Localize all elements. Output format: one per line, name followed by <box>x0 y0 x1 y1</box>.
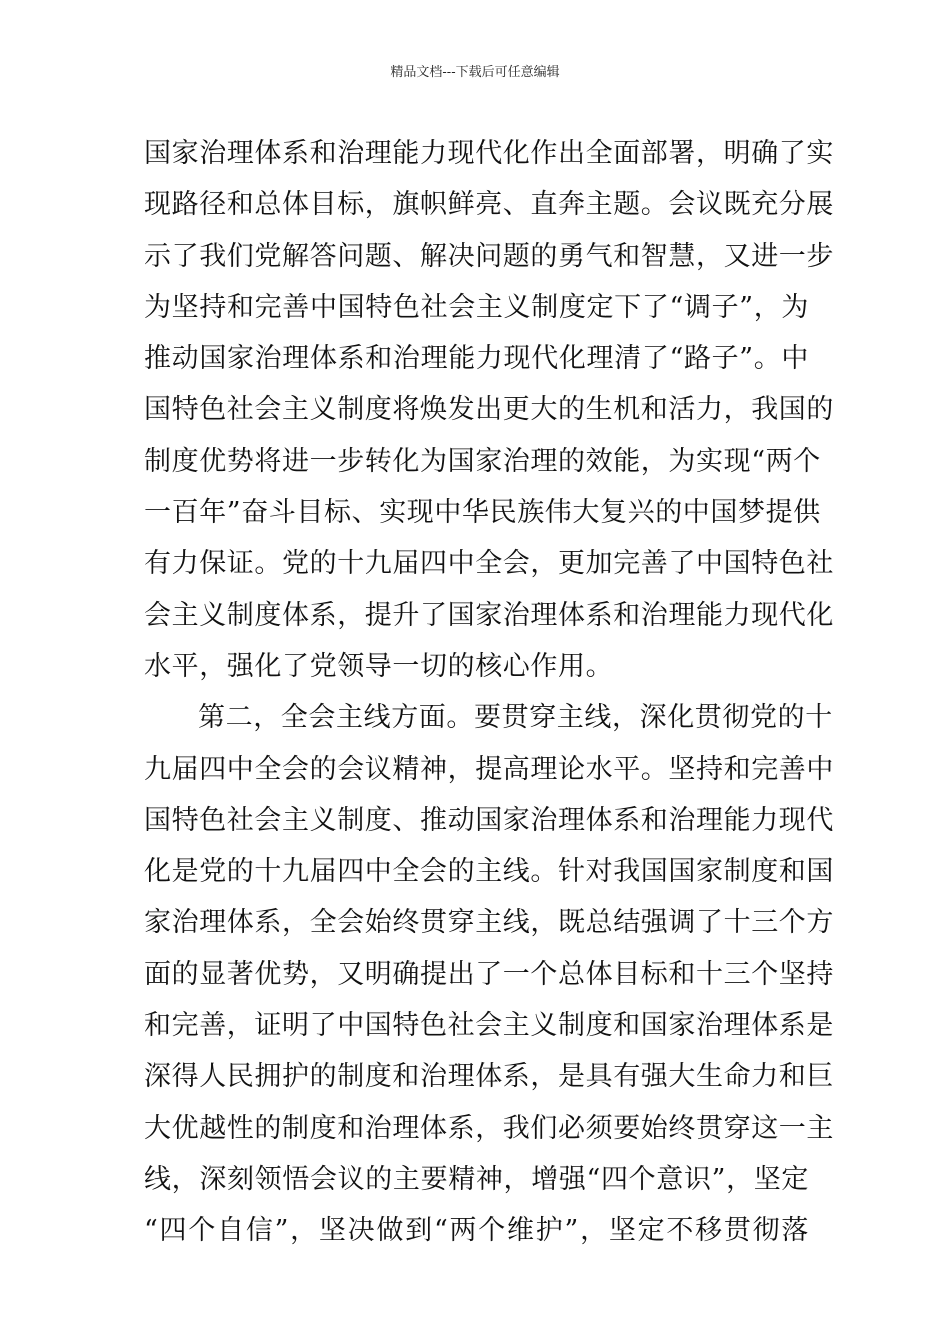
text-line: 第二，全会主线方面。要贯穿主线，深化贯彻党的十 <box>198 702 833 734</box>
text-line: 有力保证。党的十九届四中全会，更加完善了中国特色社 <box>144 548 834 580</box>
text-line: 线，深刻领悟会议的主要精神，增强“四个意识”，坚定 <box>144 1163 809 1195</box>
text-line: “四个自信”，坚决做到“两个维护”，坚定不移贯彻落 <box>144 1215 809 1247</box>
text-line: 示了我们党解答问题、解决问题的勇气和智慧，又进一步 <box>144 240 834 272</box>
text-line: 大优越性的制度和治理体系，我们必须要始终贯穿这一主 <box>144 1112 834 1144</box>
text-line: 深得人民拥护的制度和治理体系，是具有强大生命力和巨 <box>144 1061 834 1093</box>
paragraph-1 <box>144 128 834 692</box>
text-line: 化是党的十九届四中全会的主线。针对我国国家制度和国 <box>144 856 834 888</box>
text-line: 现路径和总体目标，旗帜鲜亮、直奔主题。会议既充分展 <box>144 189 834 221</box>
text-line: 制度优势将进一步转化为国家治理的效能，为实现“两个 <box>144 445 821 477</box>
text-line: 为坚持和完善中国特色社会主义制度定下了“调子”，为 <box>144 291 809 323</box>
paragraph-2 <box>144 692 834 1256</box>
text-line: 九届四中全会的会议精神，提高理论水平。坚持和完善中 <box>144 753 834 785</box>
text-line: 一百年”奋斗目标、实现中华民族伟大复兴的中国梦提供 <box>144 497 821 529</box>
text-line: 家治理体系，全会始终贯穿主线，既总结强调了十三个方 <box>144 907 834 939</box>
text-line: 和完善，证明了中国特色社会主义制度和国家治理体系是 <box>144 1010 834 1042</box>
text-line: 国特色社会主义制度将焕发出更大的生机和活力，我国的 <box>144 394 834 426</box>
text-line: 推动国家治理体系和治理能力现代化理清了“路子”。中 <box>144 343 809 375</box>
text-line: 面的显著优势，又明确提出了一个总体目标和十三个坚持 <box>144 958 834 990</box>
text-line: 国家治理体系和治理能力现代化作出全面部署，明确了实 <box>144 138 834 169</box>
document-body <box>144 128 834 1257</box>
page-header: 精品文档---下载后可任意编辑 <box>390 65 560 80</box>
text-line: 国特色社会主义制度、推动国家治理体系和治理能力现代 <box>144 804 834 836</box>
text-line: 会主义制度体系，提升了国家治理体系和治理能力现代化 <box>144 599 834 631</box>
text-line: 水平，强化了党领导一切的核心作用。 <box>144 650 614 682</box>
